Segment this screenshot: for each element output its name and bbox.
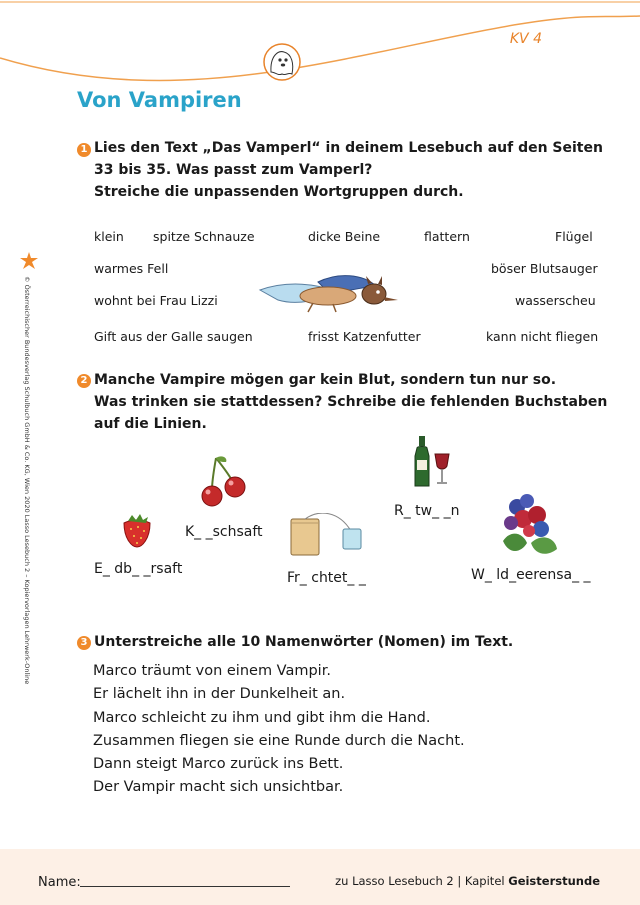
chapter-name: Geisterstunde (508, 874, 600, 888)
fill-fruechtetee: Fr_ chtet_ _ (287, 570, 366, 586)
task2-line1: Manche Vampire mögen gar kein Blut, sondern tun nur so. (94, 372, 557, 388)
task-number-3: 3 (77, 636, 91, 650)
task1-line1: Lies den Text „Das Vamperl“ in deinem Lesebuch auf den Seiten (94, 140, 603, 156)
story-line: Der Vampir macht sich unsichtbar. (93, 779, 344, 796)
sidebar-text: © Österreichischer Bundesverlag Schulbuch GmbH & Co. KG, Wien 2020 Lasso Lesebuch 2 – Kopiervorlagen Lehrwerk-Online (23, 276, 31, 685)
word-spitze-schnauze: spitze Schnauze (153, 229, 255, 244)
word-gift-aus-der-galle: Gift aus der Galle saugen (94, 329, 253, 344)
story-line: Dann steigt Marco zurück ins Bett. (93, 756, 344, 773)
word-kann-nicht-fliegen: kann nicht fliegen (486, 329, 599, 344)
word-fluegel: Flügel (555, 229, 593, 244)
task-number-2: 2 (77, 374, 91, 388)
fill-erdbeersaft: E_ db_ _rsaft (94, 561, 183, 577)
vamperl-bat-illustration (258, 270, 408, 320)
ghost-mascot-icon (258, 42, 306, 84)
fill-waldbeerensaft: W_ ld_eerensa_ _ (471, 567, 591, 583)
wine-bottle-icon (413, 436, 453, 488)
story-line: Zusammen fliegen sie eine Runde durch die Nacht. (93, 732, 465, 749)
word-flattern: flattern (424, 229, 470, 244)
word-warmes-fell: warmes Fell (94, 261, 169, 276)
forest-berries-icon (497, 493, 561, 561)
kv-label: KV 4 (509, 31, 542, 47)
task2-line3: auf die Linien. (94, 416, 207, 432)
task2-instructions (94, 369, 607, 435)
name-label: Name: (38, 875, 81, 890)
word-wohnt-bei-frau-lizzi: wohnt bei Frau Lizzi (94, 293, 218, 308)
word-klein: klein (94, 229, 124, 244)
word-frisst-katzenfutter: frisst Katzenfutter (308, 329, 421, 344)
task-number-1: 1 (77, 143, 91, 157)
word-boeser-blutsauger: böser Blutsauger (491, 261, 598, 276)
story-line: Er lächelt ihn in der Dunkelheit an. (93, 686, 346, 703)
page-title: Von Vampiren (77, 88, 242, 112)
task3-instructions: Unterstreiche alle 10 Namenwörter (Nomen) im Text. (94, 634, 514, 650)
word-wasserscheu: wasserscheu (515, 293, 596, 308)
tea-bag-icon (289, 513, 369, 559)
sidebar-copyright (24, 248, 38, 698)
chapter-reference (335, 874, 600, 888)
story-text (93, 660, 465, 800)
name-write-line[interactable] (80, 886, 290, 887)
story-line: Marco träumt von einem Vampir. (93, 663, 331, 679)
cherries-icon (198, 454, 250, 508)
reference-prefix: zu Lasso Lesebuch 2 | Kapitel (335, 874, 505, 888)
header-wave (0, 0, 640, 90)
story-line: Marco schleicht zu ihm und gibt ihm die Hand. (93, 709, 431, 726)
fill-rotwein: R_ tw_ _n (394, 503, 460, 519)
strawberry-icon (120, 513, 154, 549)
word-dicke-beine: dicke Beine (308, 229, 381, 244)
task1-instructions (94, 137, 603, 203)
task1-line2: 33 bis 35. Was passt zum Vamperl? (94, 162, 373, 178)
task1-line3: Streiche die unpassenden Wortgruppen durch. (94, 184, 464, 200)
fill-kirschsaft: K_ _schsaft (185, 524, 263, 540)
task2-line2: Was trinken sie stattdessen? Schreibe die fehlenden Buchstaben (94, 394, 608, 410)
